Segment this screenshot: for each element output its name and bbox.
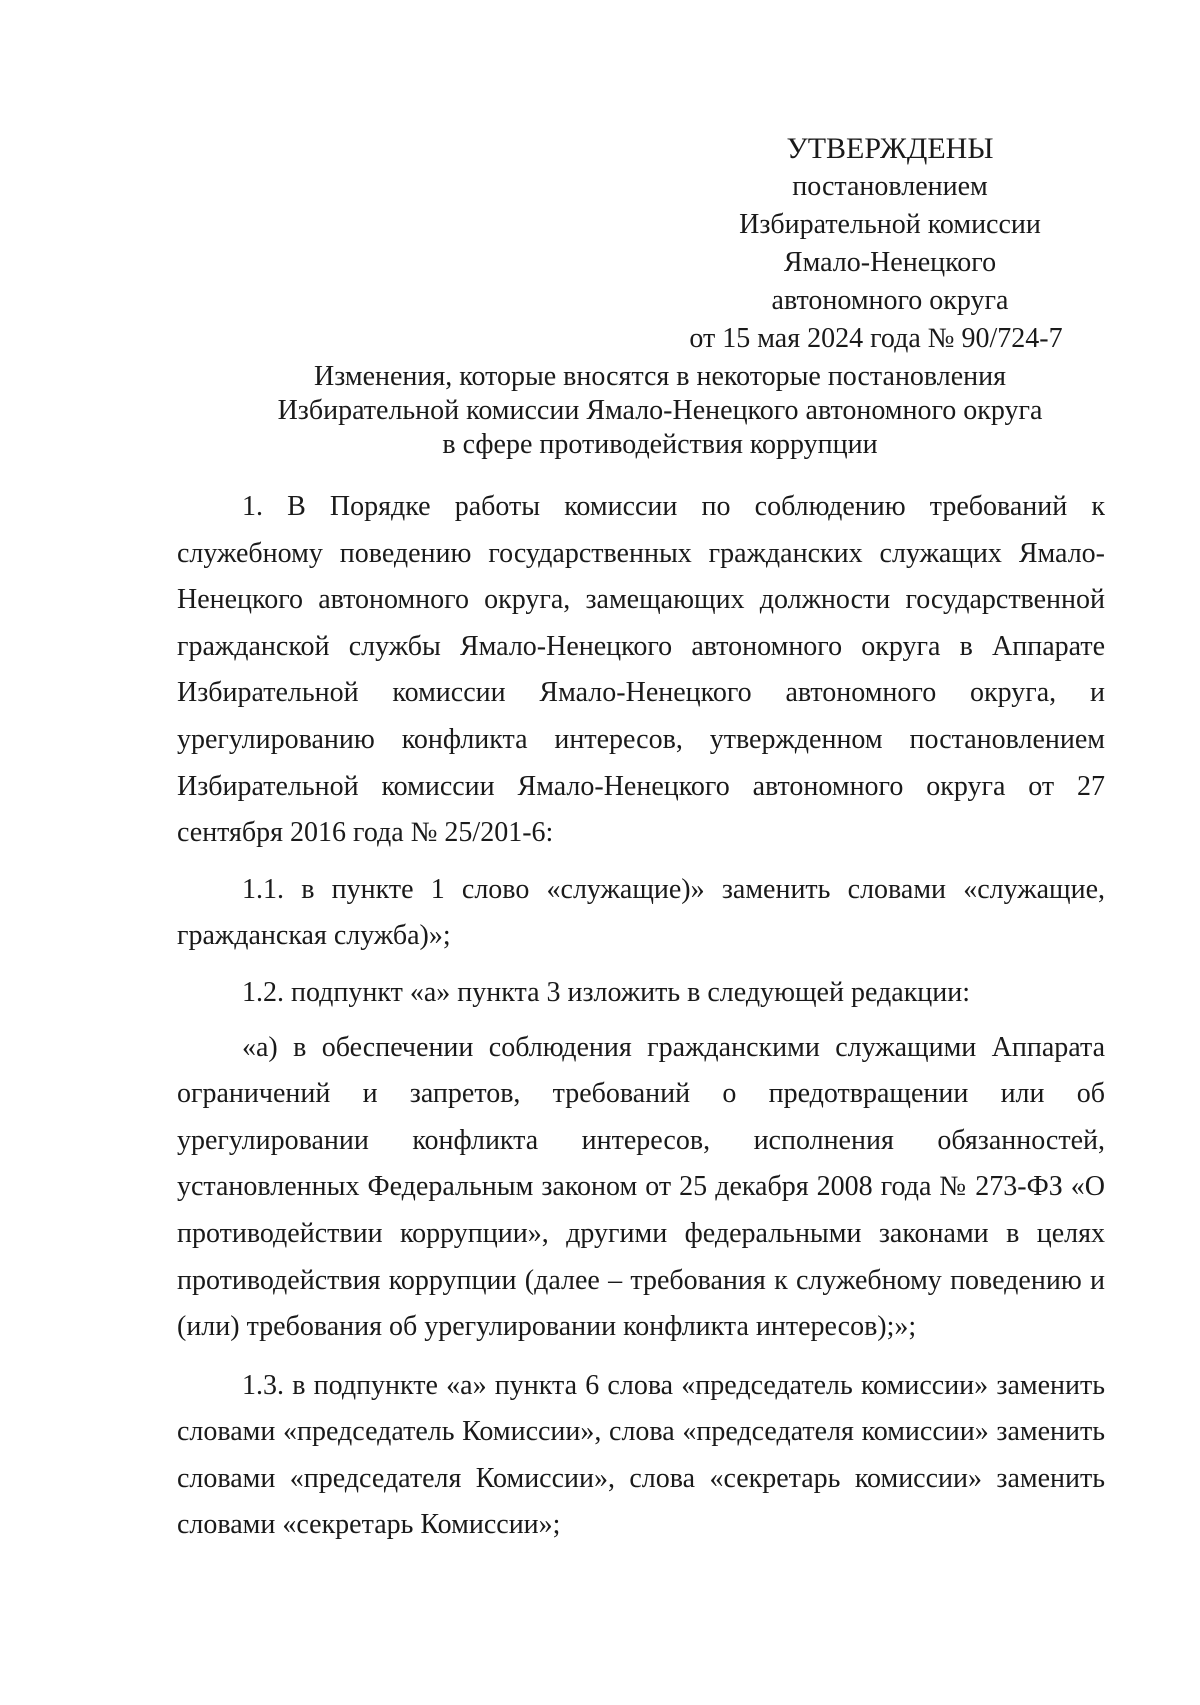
paragraph-quote-a: «а) в обеспечении соблюдения гражданскими служащими Аппарата ограничений и запретов, требований о предотвращении или об урегулировании конфликта интересов, исполнения обязанностей, установленных Федеральным законом от 25 декабря 2008 года № 273-ФЗ «О противодействии коррупции», другими федеральными законами в целях противодействия коррупции (далее – требования к служебному поведению и (или) требования об урегулировании конфликта интересов);»; [177,1031,1105,1343]
approval-line: постановлением [792,171,988,202]
approval-heading: УТВЕРЖДЕНЫ [786,132,994,165]
document-body [177,484,1105,1549]
approval-date-number: от 15 мая 2024 года № 90/724-7 [689,323,1063,354]
title-line: Избирательной комиссии Ямало-Ненецкого автономного округа [277,395,1043,426]
paragraph-item-1-1: 1.1. в пункте 1 слово «служащие)» заменить словами «служащие, гражданская служба)»; [177,873,1105,952]
title-line: в сфере противодействия коррупции [442,429,878,460]
approval-line: автономного округа [771,285,1009,316]
title-line: Изменения, которые вносятся в некоторые постановления [313,361,1007,392]
paragraph-item-1-2: 1.2. подпункт «а» пункта 3 изложить в следующей редакции: [242,976,971,1008]
approval-stamp-block [689,130,1080,358]
approval-line: Избирательной комиссии [739,209,1041,240]
paragraph-item-1: 1. В Порядке работы комиссии по соблюдению требований к служебному поведению государственных гражданских служащих Ямало-Ненецкого автономного округа, замещающих должности государственной гражданской службы Ямало-Ненецкого автономного округа в Аппарате Избирательной комиссии Ямало-Ненецкого автономного округа, и урегулированию конфликта интересов, утвержденном постановлением Избирательной комиссии Ямало-Ненецкого автономного округа от 27 сентября 2016 года № 25/201-6: [177,491,1105,849]
document-title [230,360,1090,462]
approval-line: Ямало-Ненецкого [783,247,997,278]
paragraph-item-1-3: 1.3. в подпункте «а» пункта 6 слова «председатель комиссии» заменить словами «председатель Комиссии», слова «председателя комиссии» заменить словами «председателя Комиссии», слова «секретарь комиссии» заменить словами «секретарь Комиссии»; [177,1369,1105,1541]
